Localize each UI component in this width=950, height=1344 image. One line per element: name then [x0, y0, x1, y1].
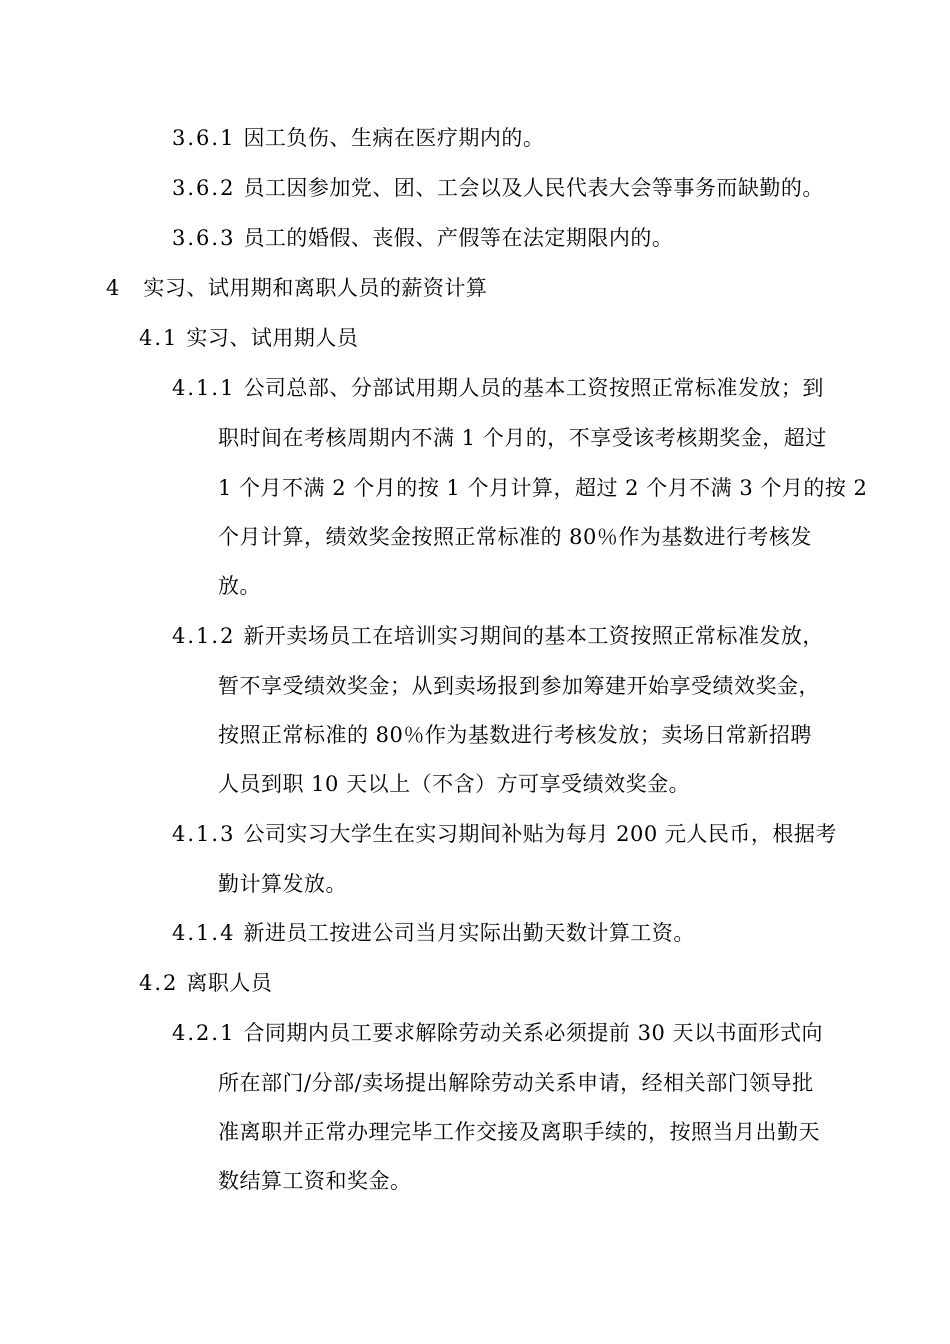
clause-number: 3.6.3 — [172, 226, 236, 250]
clause-text: 公司实习大学生在实习期间补贴为每月 200 元人民币，根据考 — [243, 822, 837, 846]
section-4-heading — [106, 275, 487, 301]
clause-continuation: 准离职并正常办理完毕工作交接及离职手续的，按照当月出勤天 — [218, 1120, 820, 1144]
clause-continuation: 放。 — [218, 574, 261, 598]
clause-text: 公司总部、分部试用期人员的基本工资按照正常标准发放；到 — [243, 376, 824, 400]
subsection-title: 离职人员 — [186, 971, 273, 995]
clause-3-6-3 — [172, 225, 673, 251]
clause-number: 3.6.1 — [172, 126, 236, 150]
clause-continuation: 数结算工资和奖金。 — [218, 1169, 412, 1193]
clause-number: 4.1.2 — [172, 624, 236, 648]
clause-continuation: 勤计算发放。 — [218, 872, 347, 896]
clause-continuation: 个月计算，绩效奖金按照正常标准的 80％作为基数进行考核发 — [218, 525, 812, 549]
subsection-number: 4.1 — [139, 326, 179, 350]
subsection-title: 实习、试用期人员 — [186, 326, 359, 350]
clause-4-1-2 — [172, 623, 824, 649]
clause-number: 4.1.4 — [172, 921, 236, 945]
subsection-4-2-heading — [139, 970, 272, 996]
clause-4-2-1 — [172, 1020, 823, 1046]
clause-text: 因工负伤、生病在医疗期内的。 — [243, 126, 545, 150]
clause-4-1-3 — [172, 821, 837, 847]
clause-3-6-2 — [172, 175, 824, 201]
clause-text: 新进员工按进公司当月实际出勤天数计算工资。 — [243, 921, 695, 945]
section-number: 4 — [106, 276, 122, 300]
section-title: 实习、试用期和离职人员的薪资计算 — [143, 276, 488, 300]
clause-continuation: 暂不享受绩效奖金；从到卖场报到参加筹建开始享受绩效奖金， — [218, 674, 820, 698]
clause-continuation: 职时间在考核周期内不满 1 个月的，不享受该考核期奖金，超过 — [218, 426, 827, 450]
clause-text: 员工因参加党、团、工会以及人民代表大会等事务而缺勤的。 — [243, 176, 824, 200]
clause-number: 3.6.2 — [172, 176, 236, 200]
clause-text: 合同期内员工要求解除劳动关系必须提前 30 天以书面形式向 — [243, 1021, 824, 1045]
subsection-4-1-heading — [139, 325, 358, 351]
clause-continuation: 按照正常标准的 80％作为基数进行考核发放；卖场日常新招聘 — [218, 723, 812, 747]
clause-number: 4.1.3 — [172, 822, 236, 846]
clause-4-1-4 — [172, 920, 695, 946]
clause-continuation: 人员到职 10 天以上（不含）方可享受绩效奖金。 — [218, 772, 691, 796]
clause-continuation: 1 个月不满 2 个月的按 1 个月计算，超过 2 个月不满 3 个月的按 2 — [218, 476, 868, 500]
clause-3-6-1 — [172, 125, 544, 151]
clause-continuation: 所在部门/分部/卖场提出解除劳动关系申请，经相关部门领导批 — [218, 1071, 814, 1095]
clause-number: 4.2.1 — [172, 1021, 236, 1045]
subsection-number: 4.2 — [139, 971, 179, 995]
clause-text: 员工的婚假、丧假、产假等在法定期限内的。 — [243, 226, 674, 250]
clause-text: 新开卖场员工在培训实习期间的基本工资按照正常标准发放， — [243, 624, 824, 648]
clause-4-1-1 — [172, 375, 824, 401]
clause-number: 4.1.1 — [172, 376, 236, 400]
